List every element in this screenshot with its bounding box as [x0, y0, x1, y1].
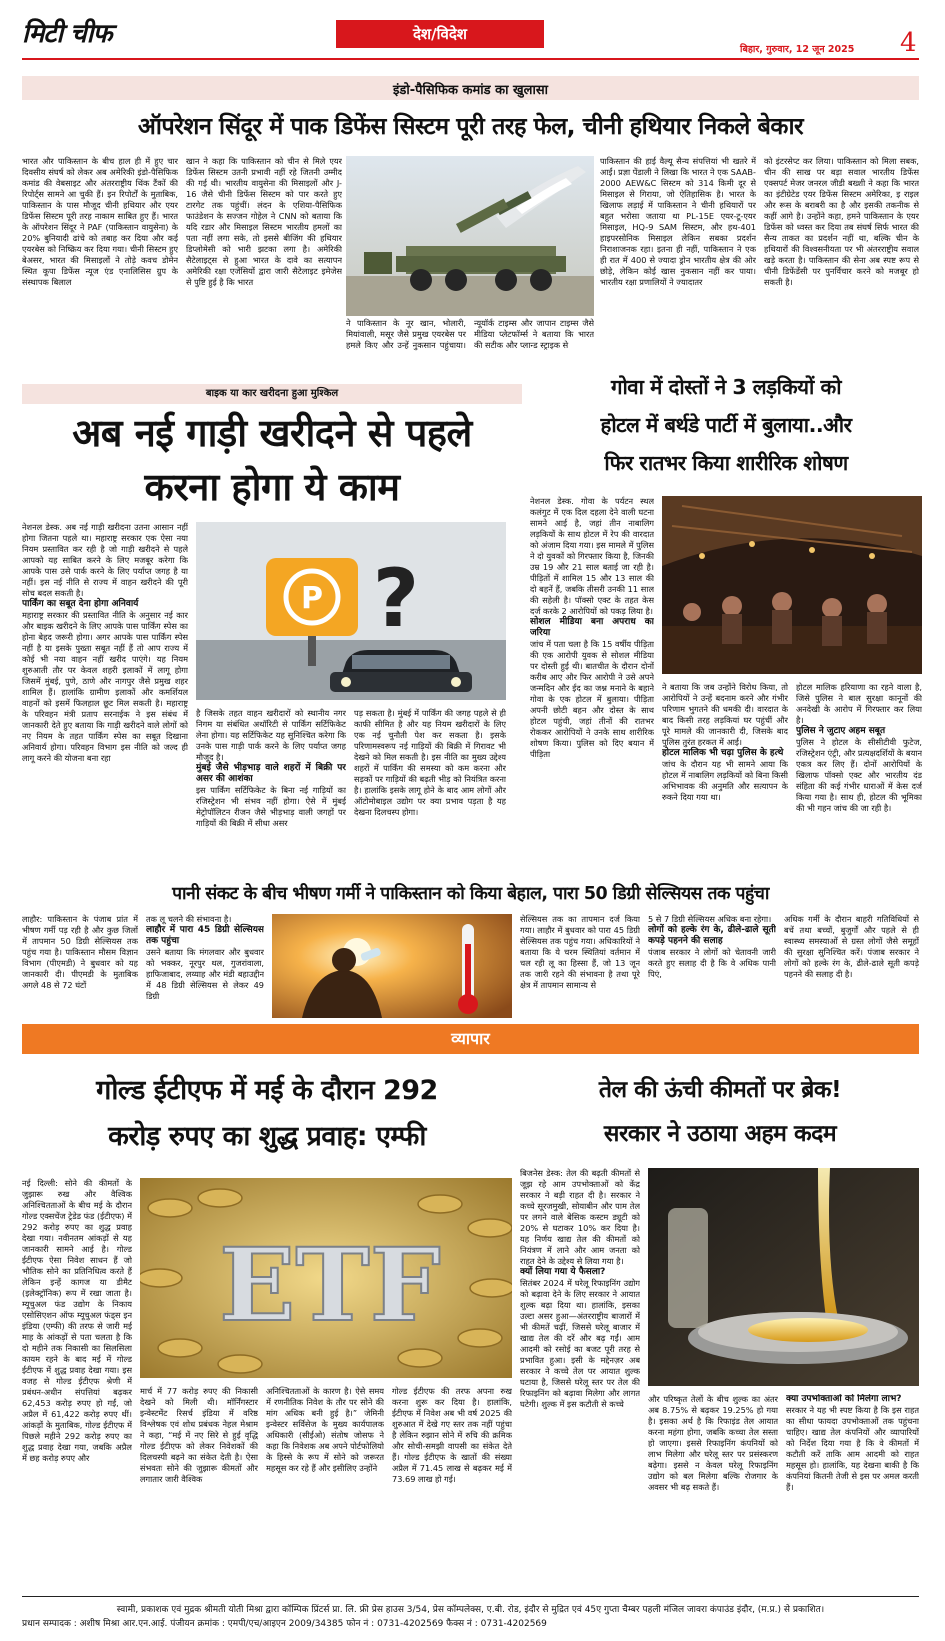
article-column: अनिश्चितताओं के कारण है। ऐसे समय में रणनीतिक निवेश के तौर पर सोने की मांग अधिक बनी हुई है।” जेमिनी इन्वेस्टर सर्विसेज के मुख्य कार्यपालक अधिकारी (सीईओ) संतोष जोसफ ने कहा कि निवेशक अब अपने पोर्टफोलियो के हिस्से के रूप में सोने को जरूरत महसूस कर रहे हैं और इसीलिए उन्होंने	[266, 1386, 384, 1473]
subheading: लोगों को हल्के रंग के, ढीले-ढाले सूती कपड़े पहनने की सलाह	[648, 925, 776, 946]
story-pakistan-heatwave	[0, 880, 945, 1020]
paragraph: जांच के दौरान यह भी सामने आया कि होटल में नाबालिग लड़कियों को बिना किसी अभिभावक की अनुमति और सत्यापन के रुकने दिया गया था।	[662, 759, 788, 802]
article-column: को इंटरसेप्ट कर लिया। पाकिस्तान को मिला सबक, चीन की साख पर बड़ा सवाल भारतीय डिफेंस एक्सपर्ट मेजर जनरल जीडी बख्शी ने कहा कि भारत का इंटीग्रेटेड एयर डिफेंस सिस्टम अमेरिका, इ राइल और रूस के बराबरी का है और इसकी तकनीक से कहीं आगे है। उन्होंने कहा, हमने पाकिस्तान के एयर डिफेंस को ध्वस्त कर दिया तब संघर्ष सिर्फ भारत की सैन्य ताकत का प्रदर्शन नहीं था, बल्कि चीन के हथियारों की विश्वसनीयता पर भी अंतरराष्ट्रीय सवाल खड़े करता है। पाकिस्तान की सेना अब स्पष्ट रूप से चीनी डिफेंडेंसी पर पुनर्विचार करने को मजबूर हो सकती है।	[764, 156, 919, 287]
paragraph: महाराष्ट्र सरकार की प्रस्तावित नीति के अनुसार नई कार और बाइक खरीदने के लिए आपके पास पार्किंग स्पेस का होना बेहद जरूरी होगा। अगर आपके पास पार्किंग स्पेस नहीं है या इसके पुख्ता सबूत नहीं हैं तो आप राज्य में कोई भी नया वाहन नहीं खरीद पाएंगे। यह नियम शुरुआती तौर पर केवल शहरी इलाकों में लागू होगा जिसमें मुंबई, पुणे, ठाणे और नागपुर जैसे प्रमुख शहर शामिल हैं। हालांकि ग्रामीण इलाकों और कमर्शियल वाहनों को इसमें फिलहाल छूट मिल सकती है। महाराष्ट्र के परिवहन मंत्री प्रताप सरनाईक ने इस संबंध में जानकारी देते हुए बताया कि गाड़ी खरीदने वाले लोगों को नए नियम के तहत पार्किंग स्पेस का सबूत दिखाना अनिवार्य होगा। परिवहन विभाग इस नीति को जल्द ही लागू करने की योजना बना रहा	[22, 610, 188, 763]
footer	[22, 1596, 919, 1638]
article-column: अधिक गर्मी के दौरान बाहरी गतिविधियों से बचें तथा बच्चों, बुजुर्गों और पहले से ही स्वास्थ्य समस्याओं से ग्रस्त लोगों जैसे समूहों की सुरक्षा सुनिश्चित करें। पंजाब सरकार ने लोगों को हल्के रंग के, ढीले-ढाले सूती कपड़े पहनने की सलाह दी है।	[784, 914, 919, 979]
article-column	[520, 1168, 640, 1582]
paragraph: सरकार ने यह भी स्पष्ट किया है कि इस राहत का सीधा फायदा उपभोक्ताओं तक पहुंचना चाहिए। खाद्य तेल कंपनियों और व्यापारियों को निर्देश दिया गया है कि वे कीमतों में कटौती करें ताकि आम आदमी को राहत महसूस हो। हालांकि, यह देखना बाकी है कि कंपनियां कितनी तेजी से इस पर अमल करती हैं।	[786, 1405, 919, 1492]
story-gold-etf	[0, 1062, 520, 1602]
story-headline: ऑपरेशन सिंदूर में पाक डिफेंस सिस्टम पूरी तरह फेल, चीनी हथियार निकले बेकार	[137, 112, 804, 140]
headline-line: गोल्ड ईटीएफ में मई के दौरान 292	[96, 1075, 438, 1106]
article-column	[662, 682, 788, 870]
article-column: पड़ सकता है। मुंबई में पार्किंग की जगह पहले से ही काफी सीमित है और यह नियम खरीदारों के लिए एक नई चुनौती पेश कर सकता है। इसके परिणामस्वरूप नई गाड़ियों की बिक्री में गिरावट भी देखने को मिल सकती है। इस नीति का मुख्य उद्देश्य शहरों में पार्किंग की समस्या को कम करना और सड़कों पर गाड़ियों की बढ़ती भीड़ को नियंत्रित करना है। हालांकि इसके लागू होने के बाद आम लोगों और ऑटोमोबाइल उद्योग पर क्या प्रभाव पड़ता है यह देखना दिलचस्प होगा।	[354, 708, 506, 817]
article-column: नई दिल्ली: सोने की कीमतों के जुझारू रुख और वैश्विक अनिश्चितताओं के बीच मई के दौरान गोल्ड एक्सचेंज ट्रेडेड फंड (ईटीएफ) में 292 करोड़ रुपए का शुद्ध प्रवाह देखा गया। नवीनतम आंकड़ों से यह जानकारी सामने आई है। गोल्ड ईटीएफ ऐसा निवेश साधन हैं जो भौतिक सोने का प्रतिनिधित्व करते हैं लेकिन इन्हें कागज या डीमैट (इलेक्ट्रॉनिक) रूप में रखा जाता है। म्यूचुअल फंड उद्योग के निकाय एसोसिएशन ऑफ म्यूचुअल फंड्स इन इंडिया (एम्फी) की तरफ से जारी मई माह के आंकड़ों से पता चलता है कि दो महीने तक निकासी का सिलसिला कायम रहने के बाद मई में गोल्ड ईटीएफ में शुद्ध प्रवाह देखा गया। इस वजह से गोल्ड ईटीएफ श्रेणी में प्रबंधन-अधीन संपत्तियां बढ़कर 62,453 करोड़ रुपए हो गईं, जो अप्रैल में 61,422 करोड़ रुपए थीं। आंकड़ों के मुताबिक, गोल्ड ईटीएफ में पिछले महीने 292 करोड़ रुपए का शुद्ध प्रवाह देखा गया, जबकि अप्रैल में छह करोड़ रुपए और	[22, 1178, 132, 1463]
paragraph: इस पार्किंग सर्टिफिकेट के बिना नई गाड़ियों का रजिस्ट्रेशन भी संभव नहीं होगा। ऐसे में मुंबई मेट्रोपॉलिटन रीजन जैसे भीड़भाड़ वाली जगहों पर गाड़ियों की बिक्री में सीधा असर	[196, 785, 346, 828]
story-edible-oil	[520, 1062, 945, 1602]
imprint-line: स्वामी, प्रकाशक एवं मुद्रक श्रीमती योती मिश्रा द्वारा कॉम्पिक प्रिंटर्स प्रा. लि. फ्री प्रेस हाउस 3/54, प्रेस कॉम्पलेक्स, ए.बी. रोड, इंदौर से मुद्रित एवं 45ए गुप्ता चैम्बर पहली मंजिल जावरा कंपाउंड इंदौर, (म.प्र.) से प्रकाशित।	[116, 1605, 825, 1615]
article-column	[146, 914, 264, 1018]
story-operation-sindoor	[0, 60, 945, 380]
article-column: लाहौर: पाकिस्तान के पंजाब प्रांत में भीषण गर्मी पड़ रही है और कुछ जिलों में तापमान 50 डिग्री सेल्सियस तक पहुंच गया है। पाकिस्तान मौसम विज्ञान विभाग (पीएमडी) ने बुधवार को यह जानकारी दी। पीएमडी के मुताबिक अगले 48 से 72 घंटों	[22, 914, 138, 990]
story-goa-crime	[530, 375, 945, 874]
gold-coins-photo	[140, 1178, 512, 1378]
paragraph: नेशनल डेस्क. अब नई गाड़ी खरीदना उतना आसान नहीं होगा जितना पहले था। महाराष्ट्र सरकार एक ऐसा नया नियम प्रस्तावित कर रही है जो गाड़ी खरीदने से पहले आपको यह साबित करने के लिए मजबूर करेगा कि आपके पास उसे पार्क करने के लिए पर्याप्त जगह है या नहीं। इस नई नीति से राज्य में वाहन खरीदने की पूरी सोच बदल सकती है।	[22, 522, 188, 598]
editor-line: प्रधान सम्पादक : अशीष मिश्रा आर.एन.आई. पंजीयन क्रमांक : एमपी/एच/आइएन 2009/34385 फोन नं : 0731-4202569 फैक्स नं : 0731-4202569	[22, 1619, 547, 1629]
article-column: खान ने कहा कि पाकिस्तान को चीन से मिले एयर डिफेंस सिस्टम उतनी प्रभावी नहीं रहे जितनी उम्मीद की गई थी। भारतीय वायुसेना की मिसाइलों और J-16 जैसे चीनी डिफेंस सिस्टम को पार करते हुए टारगेट तक पहुंचीं। लंदन के एशिया-पैसिफिक फाउंडेशन के सज्जन गोहेल ने CNN को बताया कि यदि रडार और मिसाइल सिस्टम भारतीय हमलों का पता नहीं लगा सके, तो इससे बीजिंग की हथियार डिप्लोमेसी को भारी झटका लगा है। अमेरिकी सैटेलाइट्स से हुआ भारत के दावे का सत्यापन अमेरिकी रक्षा एजेंसियों द्वारा जारी सैटेलाइट इमेजेस से पुष्टि हुई है कि भारत	[186, 156, 342, 287]
story-headline	[22, 406, 522, 514]
dateline: बिहार, गुरुवार, 12 जून 2025	[740, 44, 855, 55]
svg-text:P: P	[301, 581, 323, 616]
heatwave-photo	[272, 914, 512, 1018]
subheading: होटल मालिक भी चढ़ा पुलिस के हत्थे	[662, 748, 784, 758]
story-headline	[530, 368, 922, 482]
article-column	[196, 708, 346, 872]
subheading: क्या उपभोक्ताओं को मिलेगा लाभ?	[786, 1394, 902, 1404]
article-column: सेल्सियस तक का तापमान दर्ज किया गया। लाहौर में बुधवार को पारा 45 डिग्री सेल्सियस तक पहुंच गया। अधिकारियों ने बताया कि ये चरम स्थितियां वर्तमान में चल रही लू का हिस्सा हैं, जो 13 जून तक जारी रहने की संभावना है तथा पूरे क्षेत्र में तापमान सामान्य से	[520, 914, 640, 990]
paragraph: 5 से 7 डिग्री सेल्सियस अधिक बना रहेगा।	[648, 914, 772, 924]
article-column	[530, 496, 654, 870]
paragraph: सितंबर 2024 में घरेलू रिफाइनिंग उद्योग को बढ़ावा देने के लिए सरकार ने आयात शुल्क बढ़ा दिया था। हालांकि, इसका उल्टा असर हुआ—अंतरराष्ट्रीय बाजारों में भी कीमतें चढ़ीं, जिससे घरेलू बाजार में खाद्य तेल की दरें और बढ़ गईं। आम आदमी को रसोई का बजट पूरी तरह से प्रभावित हुआ। इसी के मद्देनज़र अब सरकार ने कच्चे तेल पर आयात शुल्क घटाया है, जिससे घरेलू स्तर पर तेल की रिफाइनिंग को बढ़ावा मिलेगा और लागत घटेगी। शुल्क में इस कटौती से कच्चे	[520, 1278, 640, 1409]
story-vehicle-parking	[0, 384, 530, 874]
subheading: सोशल मीडिया बना अपराध का जरिया	[530, 617, 654, 638]
masthead	[0, 0, 945, 58]
article-column: गोल्ड ईटीएफ की तरफ अपना रुख करना शुरू कर दिया है। हालांकि, ईटीएफ में निवेश अब भी वर्ष 2025 की शुरुआत में देखे गए स्तर तक नहीं पहुंचा है लेकिन रुझान सोने में रुचि की क्रमिक और सोची-समझी वापसी का संकेत देते हैं। गोल्ड ईटीएफ के खातों की संख्या अप्रैल में 71.45 लाख से बढ़कर मई में 73.69 लाख हो गई।	[392, 1386, 512, 1484]
subheading: मुंबई जैसे भीड़भाड़ वाले शहरों में बिक्री पर असर की आशंका	[196, 763, 346, 784]
svg-text:?: ?	[372, 552, 420, 645]
page-number: 4	[900, 28, 917, 58]
headline-line: अब नई गाड़ी खरीदने से पहले	[72, 411, 472, 455]
missile-launcher-photo	[346, 156, 594, 316]
story-headline	[22, 1068, 512, 1160]
story-headline	[520, 1068, 920, 1156]
headline-line: करना होगा ये काम	[144, 465, 400, 509]
article-column: मार्च में 77 करोड़ रुपए की निकासी देखने को मिली थी। मॉर्निंगस्टार इन्वेस्टमेंट रिसर्च इंडिया में वरिष्ठ विश्लेषक एवं शोध प्रबंधक नेहल मेश्राम ने कहा, “मई में नए सिरे से हुई वृद्धि गोल्ड ईटीएफ को लेकर निवेशकों की दिलचस्पी बढ़ने का संकेत देती है। ऐसा संभवतः सोने की जुझारू कीमतों और लगातार जारी वैश्विक	[140, 1386, 258, 1484]
story-headline: पानी संकट के बीच भीषण गर्मी ने पाकिस्तान को किया बेहाल, पारा 50 डिग्री सेल्सियस तक पहुंचा	[172, 884, 769, 904]
article-column	[22, 522, 188, 872]
subheading: क्यों लिया गया ये फैसला?	[520, 1267, 606, 1277]
article-column	[786, 1394, 919, 1582]
article-column: और परिष्कृत तेलों के बीच शुल्क का अंतर अब 8.75% से बढ़कर 19.25% हो गया है। इसका अर्थ है कि रिफाइंड तेल आयात करना महंगा होगा, जबकि कच्चा तेल सस्ता हो जाएगा। इससे रिफाइनिंग कंपनियों को लाभ मिलेगा और घरेलू स्तर पर प्रसंस्करण बढ़ेगा। इससे न केवल घरेलू रिफाइनिंग उद्योग को बल मिलेगा बल्कि रोजगार के अवसर भी बढ़ सकते हैं।	[648, 1394, 778, 1492]
newspaper-logo: मिटी चीफ	[22, 19, 112, 49]
paragraph: है जिसके तहत वाहन खरीदारों को स्थानीय नगर निगम या संबंधित अथॉरिटी से पार्किंग सर्टिफिकेट लेना होगा। यह सर्टिफिकेट यह सुनिश्चित करेगा कि उनके पास गाड़ी पार्क करने के लिए पर्याप्त जगह मौजूद है।	[196, 708, 346, 762]
paragraph: पंजाब सरकार ने लोगों को चेतावनी जारी करते हुए सलाह दी है कि वे अधिक पानी पिएं,	[648, 947, 776, 979]
paragraph: ने बताया कि जब उन्होंने विरोध किया, तो आरोपियों ने उन्हें बदनाम करने और गंभीर परिणाम भुगतने की धमकी दी। वारदात के बाद किसी तरह लड़कियां घर पहुंचीं और पूरे मामले की जानकारी दी, जिसके बाद पुलिस तुरंत हरकत में आई।	[662, 682, 788, 747]
section-label: देश/विदेश	[336, 20, 544, 48]
headline-line: सरकार ने उठाया अहम कदम	[603, 1121, 837, 1147]
paragraph: नेशनल डेस्क. गोवा के पर्यटन स्थल कलंगुट में एक दिल दहला देने वाली घटना सामने आई है, जहां तीन नाबालिग लड़कियों के साथ होटल में रेप की वारदात को अंजाम दिया गया। इस मामले में पुलिस ने दो युवकों को गिरफ्तार किया है, जिनकी उम्र 19 और 21 साल बताई जा रही है। पीड़ितों में शामिल 15 और 13 साल की दो बहनें हैं, जबकि तीसरी उनकी 11 साल की सहेली है। पॉक्सो एक्ट के तहत केस दर्ज करके 2 आरोपियों को पकड़ लिया है।	[530, 496, 654, 616]
section-band-label: व्यापार	[451, 1029, 490, 1048]
section-band	[22, 1024, 919, 1054]
headline-line: तेल की ऊंची कीमतों पर ब्रेक!	[598, 1077, 842, 1103]
story-kicker: इंडो-पैसिफिक कमांड का खुलासा	[393, 83, 548, 98]
svg-text:ETF: ETF	[219, 1226, 441, 1344]
article-column	[796, 682, 922, 870]
cooking-oil-photo	[648, 1168, 919, 1386]
headline-line: होटल में बर्थडे पार्टी में बुलाया..और	[600, 413, 852, 437]
headline-line: करोड़ रुपए का शुद्ध प्रवाह: एम्फी	[108, 1121, 426, 1152]
paragraph: तक लू चलने की संभावना है।	[146, 914, 232, 924]
subheading: पार्किंग का सबूत देना होगा अनिवार्य	[22, 599, 139, 609]
headline-line: गोवा में दोस्तों ने 3 लड़कियों को	[610, 375, 842, 399]
car-parking-illustration	[196, 522, 506, 700]
paragraph: पुलिस ने होटल के सीसीटीवी फुटेज, रजिस्ट्रेशन एंट्री, और प्रत्यक्षदर्शियों के बयान एकत्र कर लिए हैं। दोनों आरोपियों के खिलाफ पॉक्सो एक्ट और भारतीय दंड संहिता की कई गंभीर धाराओं में केस दर्ज किया गया है। साथ ही, होटल की भूमिका की भी गहन जांच की जा रही है।	[796, 737, 922, 813]
subheading: लाहौर में पारा 45 डिग्री सेल्सियस तक पहुंचा	[146, 925, 264, 946]
party-photo	[662, 496, 922, 674]
paragraph: जांच में पता चला है कि 15 वर्षीय पीड़िता की एक आरोपी युवक से सोशल मीडिया पर दोस्ती हुई थी। बातचीत के दौरान दोनों करीब आए और फिर आरोपी ने उसे अपने जन्मदिन और ईद का जश्न मनाने के बहाने गोवा के एक होटल में बुलाया। पीड़िता अपनी छोटी बहन और दोस्त के साथ होटल पहुंची, जहां तीनों की रातभर रोककर आरोपियों ने उनके साथ शारीरिक शोषण किया। पुलिस को दिए बयान में पीड़िता	[530, 639, 654, 759]
headline-line: फिर रातभर किया शारीरिक शोषण	[604, 451, 848, 475]
article-column: पाकिस्तान की हाई वैल्यू सैन्य संपत्तियां भी खतरे में आईं। प्रज्ञा पेंडाली ने लिखा कि भारत ने एक SAAB-2000 AEW&C सिस्टम को 314 किमी दूर से मिसाइल से गिराया, जो ऐतिहासिक है। भारत के खिलाफ लड़ाई में पाकिस्तान ने चीनी हथियारों पर बहुत भरोसा जताया था PL-15E एयर-टू-एयर मिसाइल, HQ-9 SAM सिस्टम, और हथ-401 हाइपरसोनिक मिसाइल लेकिन सबका प्रदर्शन निराशाजनक रहा। इतना ही नहीं, पाकिस्तान ने एक ही रात में 400 से ज्यादा ड्रोन भारतीय क्षेत्र की ओर छोड़े, लेकिन कोई खास नुकसान नहीं कर पाया। भारतीय रक्षा प्रणालियों ने ज्यादातर	[600, 156, 756, 287]
article-column	[648, 914, 776, 1018]
subheading: पुलिस ने जुटाए अहम सबूत	[796, 726, 886, 736]
article-column: ने पाकिस्तान के नूर खान, भोलारी, मियांवाली, मसूर जैसे प्रमुख एयरबेस पर हमले किए और उन्हें नुकसान पहुंचाया। न्यूयॉर्क टाइम्स और जापान टाइम्स जैसे मीडिया प्लेटफॉर्म्स ने बताया कि भारत की सटीक और प्लान्ड स्ट्राइक से	[346, 318, 594, 350]
article-column: भारत और पाकिस्तान के बीच हाल ही में हुए चार दिवसीय संघर्ष को लेकर अब अमेरिकी इंडो-पैसिफिक कमांड की वेबसाइट और अंतरराष्ट्रीय थिंक टैंकों की रिपोर्ट्स सामने आ चुकी हैं। इन रिपोर्टों के मुताबिक, पाकिस्तान के पास मौजूद चीनी हथियार और एयर डिफेंस सिस्टम पूरी तरह नाकाम साबित हुए हैं। भारत के ऑपरेशन सिंदूर ने PAF (पाकिस्तान वायुसेना) के 20% बुनियादी ढांचे को तबाह कर दिया और कई एयरबेस को निष्क्रिय कर दिया गया। चीनी सिस्टम हुए बेअसर, भारत की मिसाइलों ने तोड़े कवच डोमेन स्थित कूपा डिफेंस न्यूज एंड एनालिसिस ग्रुप के संस्थापक बिलाल	[22, 156, 178, 287]
story-kicker: बाइक या कार खरीदना हुआ मुश्किल	[22, 384, 522, 404]
paragraph: बिजनेस डेस्क: तेल की बढ़ती कीमतों से जूझ रहे आम उपभोक्ताओं को केंद्र सरकार ने बड़ी राहत दी है। सरकार ने कच्चे सूरजमुखी, सोयाबीन और पाम तेल पर लगने वाले बेसिक कस्टम ड्यूटी को 20% से घटाकर 10% कर दिया है। यह निर्णय खाद्य तेल की कीमतों को नियंत्रण में लाने और आम जनता को राहत देने के उद्देश्य से लिया गया है।	[520, 1168, 640, 1266]
paragraph: होटल मालिक हरियाणा का रहने वाला है, जिसे पुलिस ने बाल सुरक्षा कानूनों की अनदेखी के आरोप में गिरफ्तार कर लिया है।	[796, 682, 922, 725]
paragraph: उसने बताया कि मंगलवार और बुधवार को भक्कर, नूरपुर थल, गुजरांवाला, हाफिजाबाद, लय्याह और मंडी बहाउद्दीन में 48 डिग्री सेल्सियस से लेकर 49 डिग्री	[146, 947, 264, 1001]
